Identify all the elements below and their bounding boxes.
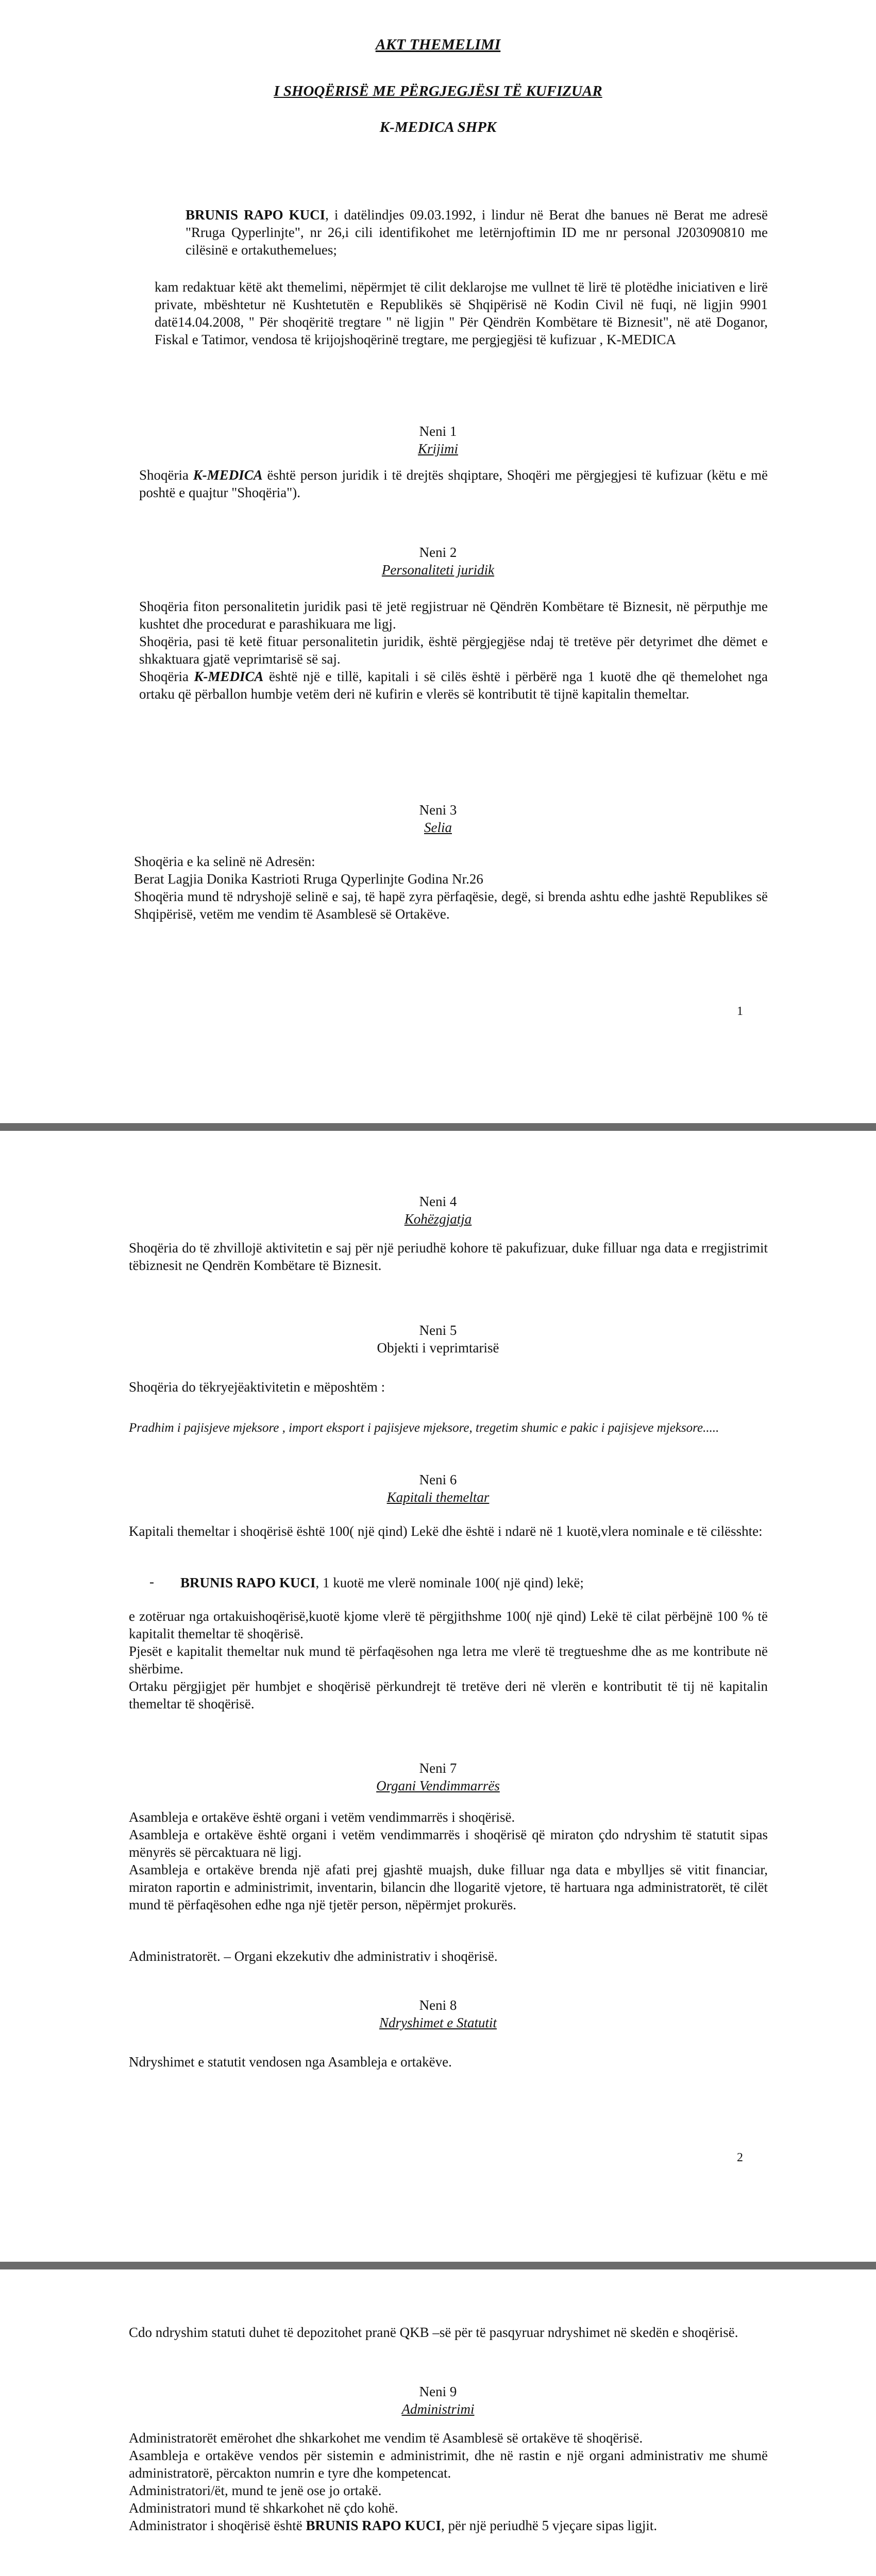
article-4-text: Shoqëria do të zhvillojë aktivitetin e saj për një periudhë kohore të pakufizuar, duke filluar nga data e rregjistrimit tëbiznesit ne Qendrën Kombëtare të Biznesit.: [129, 1240, 768, 1273]
article-4-subtitle: Kohëzgjatja: [404, 1211, 472, 1227]
article-8-text: Ndryshimet e statutit vendosen nga Asambleja e ortakëve.: [129, 2054, 452, 2070]
article-3-text: Shoqëria e ka selinë në Adresën: Berat Lagjia Donika Kastrioti Rruga Qyperlinjte Godina Nr.26 Shoqëria mund të ndryshojë selinë e saj, të hapë zyra përfaqësie, degë, si brenda ashtu edhe jashtë Republikes së Shqipërisë, vetëm me vendim të Asamblesë së Ortakëve.: [134, 854, 768, 922]
document-page-2: [0, 1131, 876, 2262]
declaration-paragraph: kam redaktuar këtë akt themelimi, nëpërmjet të cilit deklarojse me vullnet të lirë të plotëdhe iniciativen e lirë private, mbështetur në Kushtetutën e Republikës së Shqipërisë në Kodin Civil në fuqi, në ligjin 9901 datë14.04.2008, " Për shoqëritë tregtare " në ligjin " Për Qëndrën Kombëtare të Biznesit", në atë Doganor, Fiskal e Tatimor, vendosa të krijojshoqërinë tregtare, me pergjegjësi të kufizuar , K-MEDICA: [155, 279, 768, 347]
article-9-title: Neni 9: [419, 2384, 457, 2399]
article-1-text: Shoqëria K-MEDICA është person juridik i të drejtës shqiptare, Shoqëri me përgjegjesi të kufizuar (këtu e më poshtë e quajtur "Shoqëria").: [139, 467, 768, 500]
article-6-text: e zotëruar nga ortakuishoqërisë,kuotë kjome vlerë të përgjithshme 100( një qind) Lekë të cilat përbëjnë 100 % të kapitalit themeltar të shoqërisë. Pjesët e kapitalit themeltar nuk mund të përfaqësohen nga letra me vlerë të tregtueshme dhe as me kontribute në shërbime. Ortaku përgjigjet për humbjet e shoqërisë përkundrejt të tretëve deri në vlerën e kontributit të tij në kapitalin themeltar të shoqërisë.: [129, 1608, 768, 1711]
founder-name: BRUNIS RAPO KUCI: [186, 207, 326, 223]
article-4-title: Neni 4: [419, 1194, 457, 1209]
article-8-title: Neni 8: [419, 1997, 457, 2013]
article-1-title: Neni 1: [419, 423, 457, 439]
article-5-subtitle: Objekti i veprimtarisë: [377, 1340, 499, 1355]
page-number: 1: [737, 1005, 743, 1018]
statute-deposit-text: Cdo ndryshim statuti duhet të depozitohet pranë QKB –së për të pasqyruar ndryshimet në skedën e shoqërisë.: [129, 2325, 738, 2340]
article-6-title: Neni 6: [419, 1472, 457, 1487]
business-object: Pradhim i pajisjeve mjeksore , import eksport i pajisjeve mjeksore, tregetim shumic e pakic i pajisjeve mjeksore.....: [129, 1421, 719, 1435]
article-5-title: Neni 5: [419, 1323, 457, 1338]
article-2-subtitle: Personaliteti juridik: [381, 562, 495, 578]
article-7-title: Neni 7: [419, 1760, 457, 1776]
company-name: K-MEDICA SHPK: [379, 119, 497, 135]
article-6-capital: Kapitali themeltar i shoqërisë është 100( një qind) Lekë dhe është i ndarë në 1 kuotë,vlera nominale e të cilësshte:: [129, 1523, 763, 1539]
article-7-text: Asambleja e ortakëve është organi i vetëm vendimmarrës i shoqërisë. Asambleja e ortakëve është organi i vetëm vendimmarrës i shoqërisë që miraton çdo ndryshim të statutit sipas mënyrës së përcaktuara në ligj. Asambleja e ortakëve brenda një afati prej gjashtë muajsh, duke filluar nga data e mbylljes së vitit financiar, miraton raportin e administrimit, inventarin, bilancin dhe llogaritë vjetore, të hartuara nga administratorët, të cilët mund të përfaqësohen edhe nga një tjetër person, nëpërmjet prokurës.: [129, 1809, 768, 1912]
document-page-1: [0, 0, 876, 1123]
quota-line: BRUNIS RAPO KUCI, 1 kuotë me vlerë nominale 100( një qind) lekë;: [180, 1575, 584, 1590]
article-9-text: Administratorët emërohet dhe shkarkohet me vendim të Asamblesë së ortakëve të shoqërisë. Asambleja e ortakëve vendos për sistemin e administrimit, dhe në rastin e një organi administrativ me shumë administratorë, përcakton numrin e tyre dhe kompetencat. Administratori/ët, mund te jenë ose jo ortakë. Administratori mund të shkarkohet në çdo kohë. Administrator i shoqërisë është BRUNIS RAPO KUCI, për një periudhë 5 vjeçare sipas ligjit.: [129, 2430, 768, 2533]
article-1-subtitle: Krijimi: [417, 441, 459, 456]
document-page-3: [0, 2269, 876, 2576]
article-3-title: Neni 3: [419, 802, 457, 818]
article-9-subtitle: Administrimi: [401, 2401, 475, 2417]
article-3-subtitle: Selia: [424, 820, 452, 835]
article-2-text: Shoqëria fiton personalitetin juridik pasi të jetë regjistruar në Qëndrën Kombëtare të Biznesit, në përputhje me kushtet dhe procedurat e parashikuara me ligj. Shoqëria, pasi të ketë fituar personalitetin juridik, është përgjegjëse ndaj të tretëve për detyrimet dhe dëmet e shkaktuara gjatë veprimtarisë së saj. Shoqëria K-MEDICA është një e tillë, kapitali i së cilës është i përbërë nga 1 kuotë dhe që themelohet nga ortaku që përballon humbje vetëm deri në kufirin e vlerës së kontributit të tijnë kapitalin themeltar.: [139, 599, 768, 702]
intro-paragraph: BRUNIS RAPO KUCI, i datëlindjes 09.03.1992, i lindur në Berat dhe banues në Berat me adresë "Rruga Qyperlinjte", nr 26,i cili identifikohet me letërnjoftimin ID me nr personal J203090810 me cilësinë e ortakuthemelues;: [186, 207, 768, 258]
article-8-subtitle: Ndryshimet e Statutit: [379, 2015, 497, 2030]
document-title: AKT THEMELIMI: [375, 36, 501, 53]
document-subtitle: I SHOQËRISË ME PËRGJEGJËSI TË KUFIZUAR: [274, 83, 602, 99]
article-6-subtitle: Kapitali themeltar: [386, 1489, 490, 1505]
article-5-text: Shoqëria do tëkryejëaktivitetin e mëposhtëm :: [129, 1379, 385, 1395]
article-2-title: Neni 2: [419, 545, 457, 560]
administrators-note: Administratorët. – Organi ekzekutiv dhe administrativ i shoqërisë.: [129, 1948, 498, 1964]
administrator-name: BRUNIS RAPO KUCI: [306, 2518, 441, 2533]
page-number: 2: [737, 2151, 743, 2164]
quota-bullet: -: [149, 1574, 154, 1589]
article-7-subtitle: Organi Vendimmarrës: [376, 1778, 500, 1793]
